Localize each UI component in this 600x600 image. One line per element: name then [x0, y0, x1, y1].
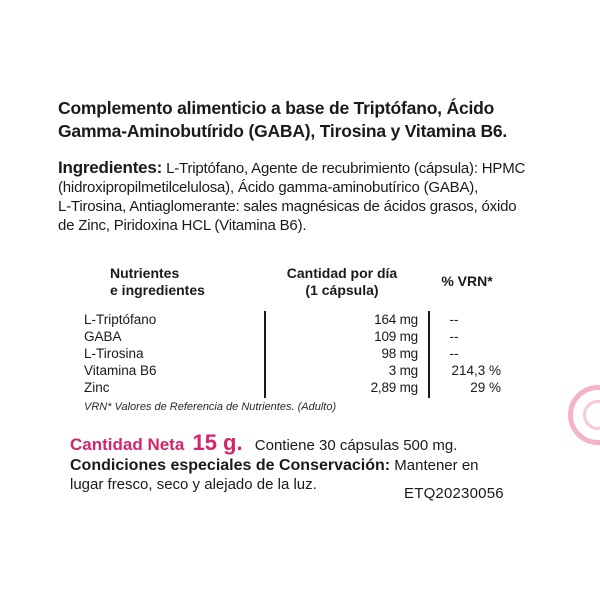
header-nutrients-line-2: e ingredientes	[110, 282, 205, 298]
nutrient-vrn: --	[449, 329, 459, 344]
header-nutrients	[110, 265, 205, 299]
ingredients-text-1: L-Triptófano, Agente de recubrimiento (cápsula): HPMC	[162, 160, 526, 177]
header-vrn	[432, 273, 502, 290]
header-vrn-label: % VRN*	[441, 273, 493, 289]
nutrient-vrn: --	[449, 346, 459, 361]
storage-line-1	[70, 456, 510, 475]
table-row	[84, 345, 504, 362]
description-line-1: Complemento alimenticio a base de Triptófano, Ácido	[58, 98, 495, 118]
ingredients-section	[58, 158, 526, 235]
table-row	[84, 328, 504, 345]
ingredients-line-4: de Zinc, Piridoxina HCL (Vitamina B6).	[58, 217, 307, 234]
header-quantity-line-2: (1 cápsula)	[305, 282, 379, 298]
nutrient-vrn: 29 %	[470, 380, 501, 395]
ingredients-line-2: (hidroxipropilmetilcelulosa), Ácido gamma-aminobutírico (GABA),	[58, 179, 479, 196]
nutrient-name: L-Tirosina	[84, 346, 144, 361]
vrn-footnote: VRN* Valores de Referencia de Nutrientes. (Adulto)	[84, 401, 337, 413]
nutrient-name: Vitamina B6	[84, 363, 157, 378]
product-description	[58, 97, 508, 143]
nutrient-quantity: 98 mg	[381, 346, 418, 361]
header-quantity-line-1: Cantidad por día	[286, 265, 398, 281]
storage-heading: Condiciones especiales de Conservación:	[70, 457, 391, 474]
net-quantity-label: Cantidad Neta	[70, 435, 185, 454]
nutrient-vrn: --	[449, 312, 459, 327]
nutrient-quantity: 3 mg	[388, 363, 418, 378]
nutrient-quantity: 109 mg	[374, 329, 418, 344]
header-nutrients-line-1: Nutrientes	[110, 265, 180, 281]
logo-edge-mark	[568, 385, 600, 445]
storage-line-2: lugar fresco, seco y alejado de la luz.	[70, 476, 317, 493]
net-quantity	[70, 430, 457, 456]
ingredients-heading: Ingredientes:	[58, 158, 163, 177]
nutrient-name: Zinc	[84, 380, 110, 395]
table-row	[84, 379, 504, 396]
table-divider	[264, 311, 266, 398]
nutrient-name: L-Triptófano	[84, 312, 157, 327]
label-code: ETQ20230056	[404, 485, 504, 502]
storage-text-1: Mantener en	[390, 457, 479, 474]
nutrient-name: GABA	[84, 329, 122, 344]
ingredients-line-1	[58, 158, 526, 178]
nutrient-quantity: 2,89 mg	[370, 380, 418, 395]
table-row	[84, 362, 504, 379]
nutrient-vrn: 214,3 %	[451, 363, 501, 378]
description-line-2: Gamma-Aminobutírido (GABA), Tirosina y Vitamina B6.	[58, 121, 508, 141]
nutrient-quantity: 164 mg	[374, 312, 418, 327]
header-quantity	[283, 265, 401, 299]
table-row	[84, 311, 504, 328]
ingredients-line-3: L-Tirosina, Antiaglomerante: sales magnésicas de ácidos grasos, óxido	[58, 198, 517, 215]
table-divider	[428, 311, 430, 398]
net-quantity-value: 15 g.	[192, 430, 243, 455]
capsule-count: Contiene 30 cápsulas 500 mg.	[254, 437, 458, 454]
